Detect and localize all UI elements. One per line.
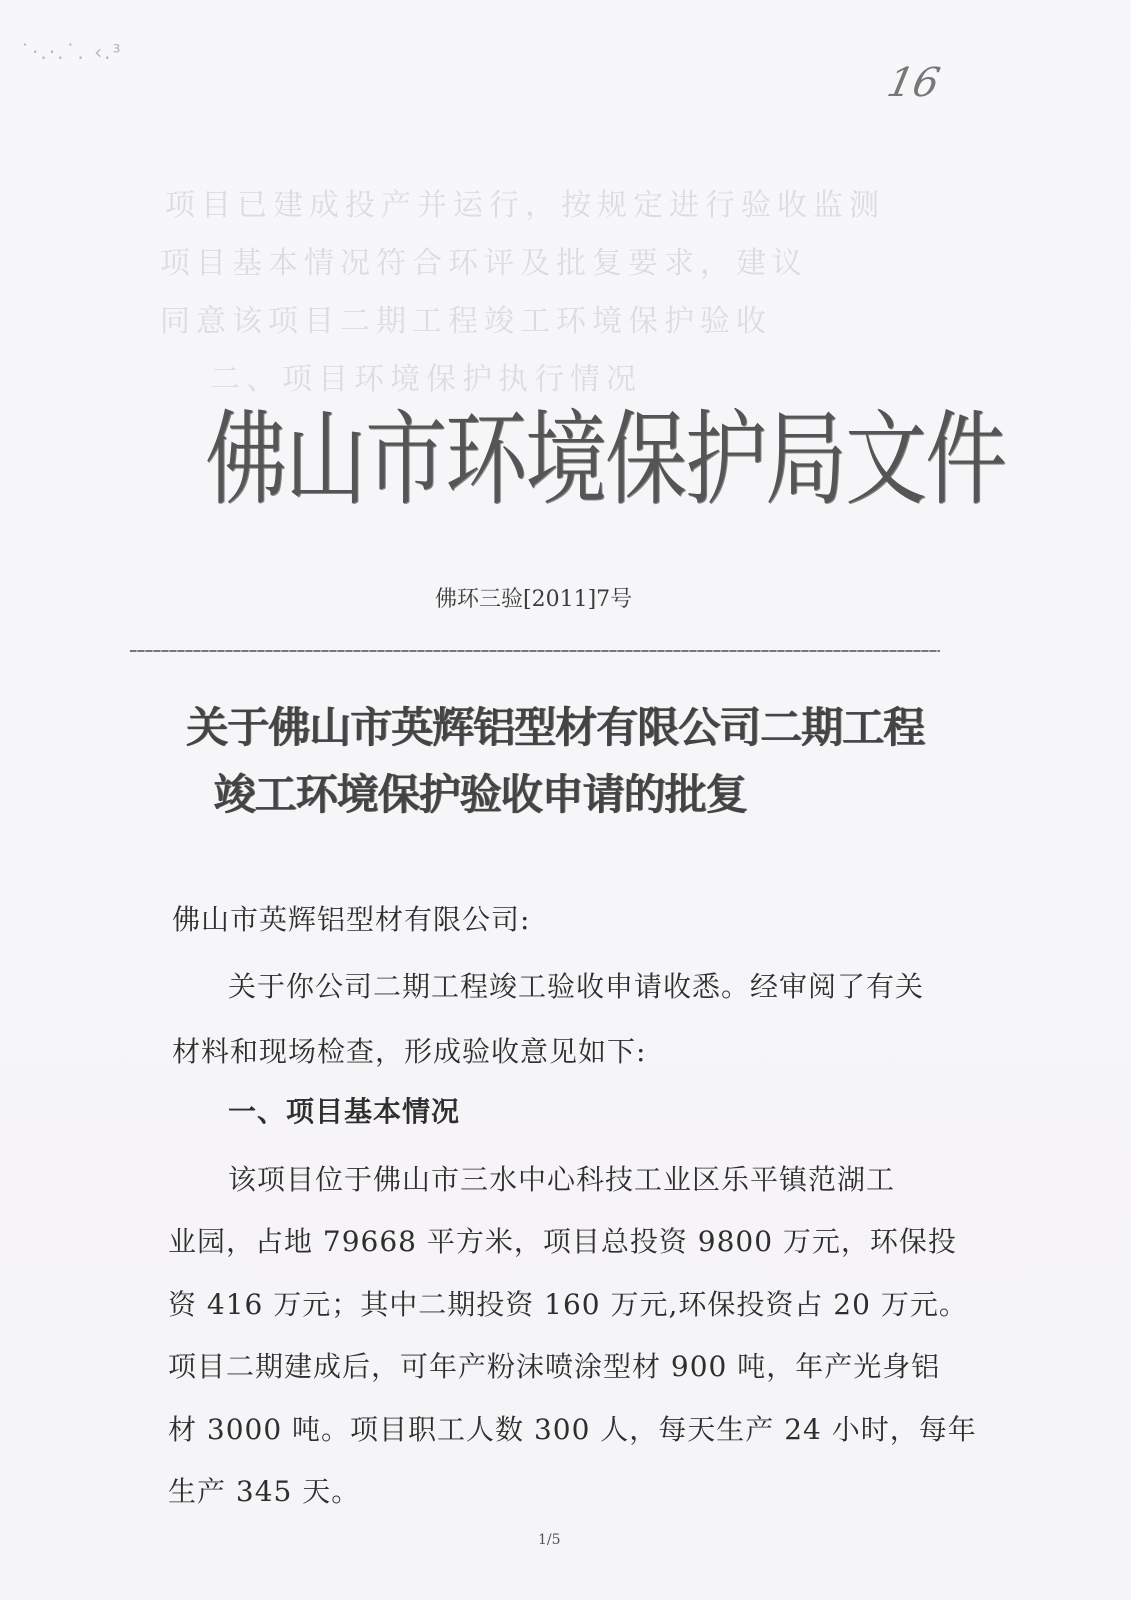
bleed-through-text: 同意该项目二期工程竣工环境保护验收 xyxy=(160,304,772,339)
document-number: 佛环三验[2011]7号 xyxy=(435,587,633,612)
paragraph2-line: 材 3000 吨。项目职工人数 300 人，每天生产 24 小时，每年 xyxy=(168,1413,977,1446)
bleed-through-text: 项目基本情况符合环评及批复要求，建议 xyxy=(160,246,808,281)
page-footer-number: 1/5 xyxy=(538,1532,561,1548)
section-heading: 一、项目基本情况 xyxy=(228,1095,461,1128)
paragraph2-line: 资 416 万元；其中二期投资 160 万元,环保投资占 20 万元。 xyxy=(168,1288,968,1321)
corner-mark: ˙·.·.˙. ‹.³ xyxy=(20,40,123,64)
issuer-title: 佛山市环境保护局文件 xyxy=(205,400,1006,520)
addressee: 佛山市英辉铝型材有限公司: xyxy=(172,903,531,936)
paragraph2-line: 该项目位于佛山市三水中心科技工业区乐平镇范湖工 xyxy=(228,1163,896,1196)
paragraph2-line: 业园，占地 79668 平方米，项目总投资 9800 万元，环保投 xyxy=(168,1225,957,1258)
bleed-through-text: 二、项目环境保护执行情况 xyxy=(210,362,642,397)
paragraph1-line2: 材料和现场检查，形成验收意见如下: xyxy=(172,1035,647,1068)
subject-line-2: 竣工环境保护验收申请的批复 xyxy=(213,770,747,819)
bleed-through-text: 项目已建成投产并运行，按规定进行验收监测 xyxy=(165,188,885,223)
header-divider xyxy=(130,650,940,652)
paragraph2-line: 项目二期建成后，可年产粉沫喷涂型材 900 吨，年产光身铝 xyxy=(168,1350,941,1383)
paragraph2-line: 生产 345 天。 xyxy=(168,1475,361,1508)
subject-line-1: 关于佛山市英辉铝型材有限公司二期工程 xyxy=(185,703,924,752)
handwritten-page-number: 16 xyxy=(883,60,944,106)
paragraph1-line1: 关于你公司二期工程竣工验收申请收悉。经审阅了有关 xyxy=(228,970,925,1003)
